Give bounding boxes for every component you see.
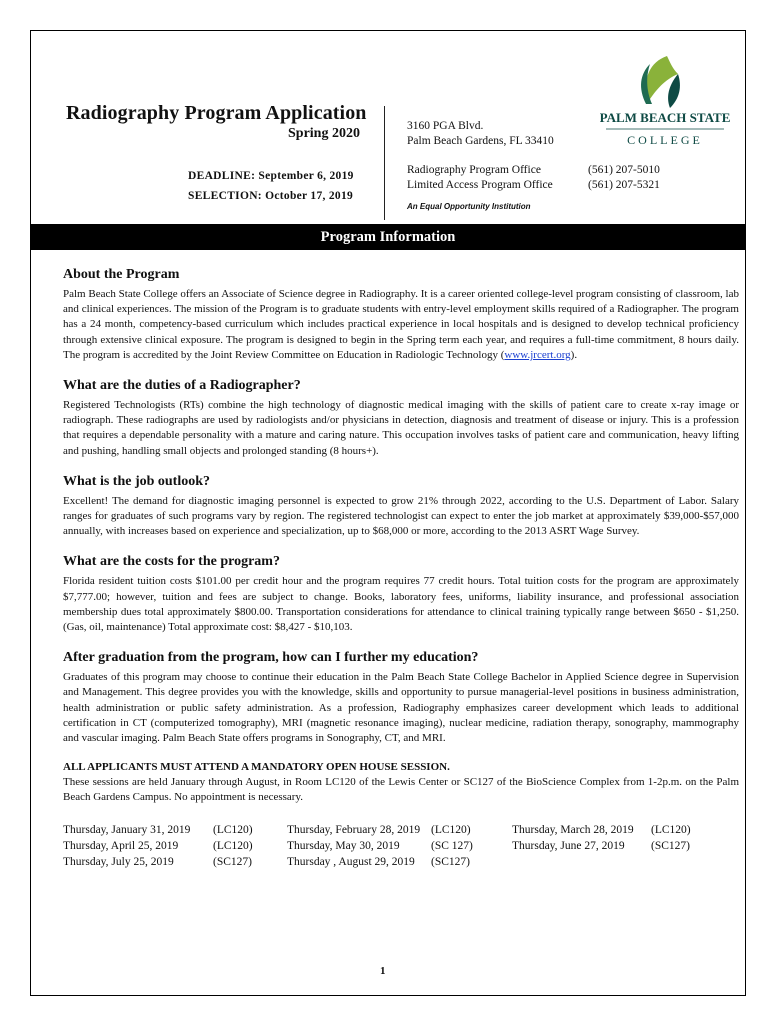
section-open-house (63, 760, 739, 805)
page-title: Radiography Program Application (66, 102, 367, 124)
session-date: Thursday, January 31, 2019 (63, 823, 191, 836)
session-room: (LC120) (213, 823, 253, 836)
leaf-icon (641, 56, 680, 108)
session-date: Thursday, February 28, 2019 (287, 823, 421, 836)
session-date: Thursday, June 27, 2019 (512, 839, 625, 852)
session-date: Thursday, March 28, 2019 (512, 823, 634, 836)
selection-text: SELECTION: October 17, 2019 (188, 190, 354, 202)
open-house-heading: ALL APPLICANTS MUST ATTEND A MANDATORY OPEN HOUSE SESSION. (63, 761, 450, 774)
section-duties (63, 377, 739, 459)
section-heading: What are the duties of a Radiographer? (63, 378, 301, 394)
deadline-text: DEADLINE: September 6, 2019 (188, 170, 354, 182)
page-number: 1 (380, 965, 386, 977)
session-date: Thursday , August 29, 2019 (287, 855, 415, 868)
session-room: (SC127) (651, 839, 690, 852)
section-further-education (63, 649, 739, 746)
section-heading: What is the job outlook? (63, 473, 211, 489)
section-heading: What are the costs for the program? (63, 554, 280, 570)
main-content (63, 266, 739, 870)
jrcert-link[interactable]: www.jrcert.org (504, 348, 571, 361)
address-line-1: 3160 PGA Blvd. (407, 120, 484, 132)
office-radiography: Radiography Program Office (407, 164, 541, 176)
college-logo (600, 52, 730, 152)
section-heading: After graduation from the program, how can I further my education? (63, 650, 479, 666)
program-term: Spring 2020 (288, 126, 360, 141)
section-outlook (63, 473, 739, 540)
section-body: Florida resident tuition costs $101.00 per credit hour and the program requires 77 credit hours. Total tuition costs for the program are approximately $7,777.00; however, tuition and fees are subject to change. Books, laboratory fees, uniforms, liability insurance, and professional association membership dues total approximately $800.00. Transportation considerations for attendance to clinical training typically range between $650 - $1,250. (Gas, oil, maintenance) Total approximate cost: $8,427 - $10,103. (63, 575, 739, 634)
program-information-banner: Program Information (31, 224, 745, 250)
session-room: (LC120) (651, 823, 691, 836)
section-body: Graduates of this program may choose to continue their education in the Palm Beach State College Bachelor in Applied Science degree in Supervision and Management. This degree provides you with the knowledge, skills and opportunity to pursue managerial-level positions in business administration, health administration or public safety administration. As a profession, Radiography emphasizes career development which leads to additional certification in CT (computerized tomography), MRI (magnetic resonance imaging), nuclear medicine, radiation therapy, sonography, mammography and vascular imaging. Palm Beach State offers programs in Sonography, CT, and MRI. (63, 671, 739, 745)
session-room: (SC 127) (431, 839, 473, 852)
session-room: (LC120) (431, 823, 471, 836)
equal-opportunity-text: An Equal Opportunity Institution (407, 202, 531, 211)
section-body: Excellent! The demand for diagnostic imaging personnel is expected to grow 21% through 2022, according to the U.S. Department of Labor. Salary ranges for graduates of such programs vary by region. The registered technologist can expect to enter the job market at approximately $39,000-$57,000 annually, with increases based on experience and specialization, up to $68,000 or more, according to the 2013 ASRT Wage Survey. (63, 494, 739, 538)
header-divider (384, 106, 385, 220)
section-body: Registered Technologists (RTs) combine the high technology of diagnostic medical imaging with the skills of patient care to create x-ray image or radiograph. These radiographs are used by radiologists and/or physicians in detection, diagnosis and treatment of disease or injury. This is a profession that requires a dependable personality with a mature and caring nature. This occupation involves tasks of patient care and communication, heavy lifting and pushing, handling small objects and prolonged standing (8 hours+). (63, 399, 739, 457)
address-line-2: Palm Beach Gardens, FL 33410 (407, 135, 554, 147)
session-room: (SC127) (431, 855, 470, 868)
open-house-sessions (63, 822, 739, 870)
session-room: (LC120) (213, 839, 253, 852)
open-house-body: These sessions are held January through August, in Room LC120 of the Lewis Center or SC127 of the BioScience Complex from 1-2p.m. on the Palm Beach Gardens Campus. No appointment is necessary. (63, 776, 739, 804)
session-date: Thursday, July 25, 2019 (63, 855, 174, 868)
office-limited-access: Limited Access Program Office (407, 179, 553, 191)
section-body: Palm Beach State College offers an Associate of Science degree in Radiography. It is a career oriented college-level program consisting of classroom, lab and clinical experiences. The mission of the Program is to graduate students with entry-level employment skills required of a Radiographer. The program has a 24 month, competency-based curriculum which includes practical experience in local hospitals and is designed to develop technical proficiency through extensive clinical exposure. The program is designed to begin in the Spring term each year, and requires a full-time commitment, 8 hours daily. The program is accredited by the Joint Review Committee on Education in Radiologic Technology (www.jrcert.org). (63, 288, 739, 361)
phone-limited-access: (561) 207-5321 (588, 179, 660, 191)
section-about (63, 266, 739, 363)
section-costs (63, 553, 739, 635)
session-room: (SC127) (213, 855, 252, 868)
logo-line-1: PALM BEACH STATE (600, 110, 730, 125)
session-date: Thursday, May 30, 2019 (287, 839, 400, 852)
session-date: Thursday, April 25, 2019 (63, 839, 179, 852)
phone-radiography: (561) 207-5010 (588, 164, 660, 176)
section-heading: About the Program (63, 267, 180, 282)
logo-line-2: COLLEGE (627, 133, 703, 147)
